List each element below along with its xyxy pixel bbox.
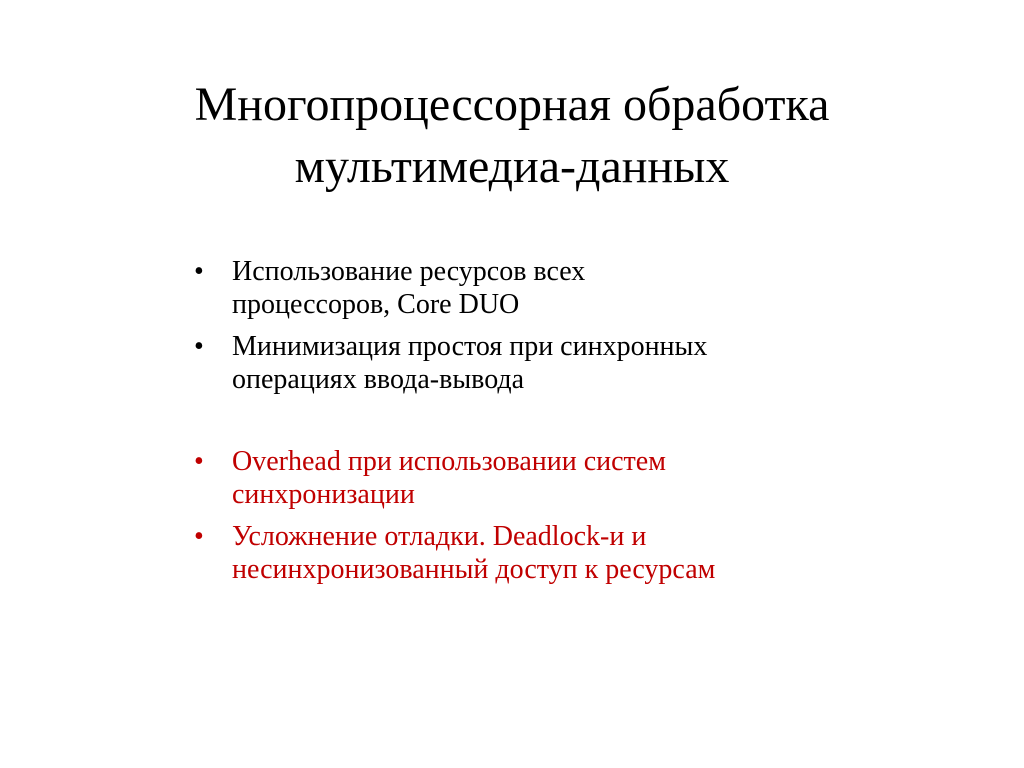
- slide-title-line-2: мультимедиа-данных: [294, 140, 730, 193]
- bullet-item-resources: [190, 255, 910, 321]
- bullet-text-line: Использование ресурсов всех: [232, 256, 586, 287]
- bullet-text-line: операциях ввода-вывода: [232, 364, 525, 395]
- bullet-marker: •: [194, 446, 204, 477]
- bullet-item-debugging: [190, 520, 910, 586]
- bullet-spacer: [190, 405, 910, 445]
- bullet-marker: •: [194, 331, 204, 362]
- bullet-text-line: синхронизации: [232, 479, 415, 510]
- bullet-marker: •: [194, 256, 204, 287]
- slide-title-line-1: Многопроцессорная обработка: [194, 78, 830, 131]
- slide-title: [0, 74, 1024, 198]
- bullet-text-line: процессоров, Core DUO: [232, 289, 520, 320]
- bullet-text-line: Минимизация простоя при синхронных: [232, 331, 708, 362]
- bullet-text-line: несинхронизованный доступ к ресурсам: [232, 554, 716, 585]
- bullet-list: [190, 255, 910, 595]
- bullet-item-minimize-idle: [190, 330, 910, 396]
- bullet-item-overhead: [190, 445, 910, 511]
- bullet-text-line: Усложнение отладки. Deadlock-и и: [232, 521, 647, 552]
- bullet-marker: •: [194, 521, 204, 552]
- bullet-text-line: Overhead при использовании систем: [232, 446, 666, 477]
